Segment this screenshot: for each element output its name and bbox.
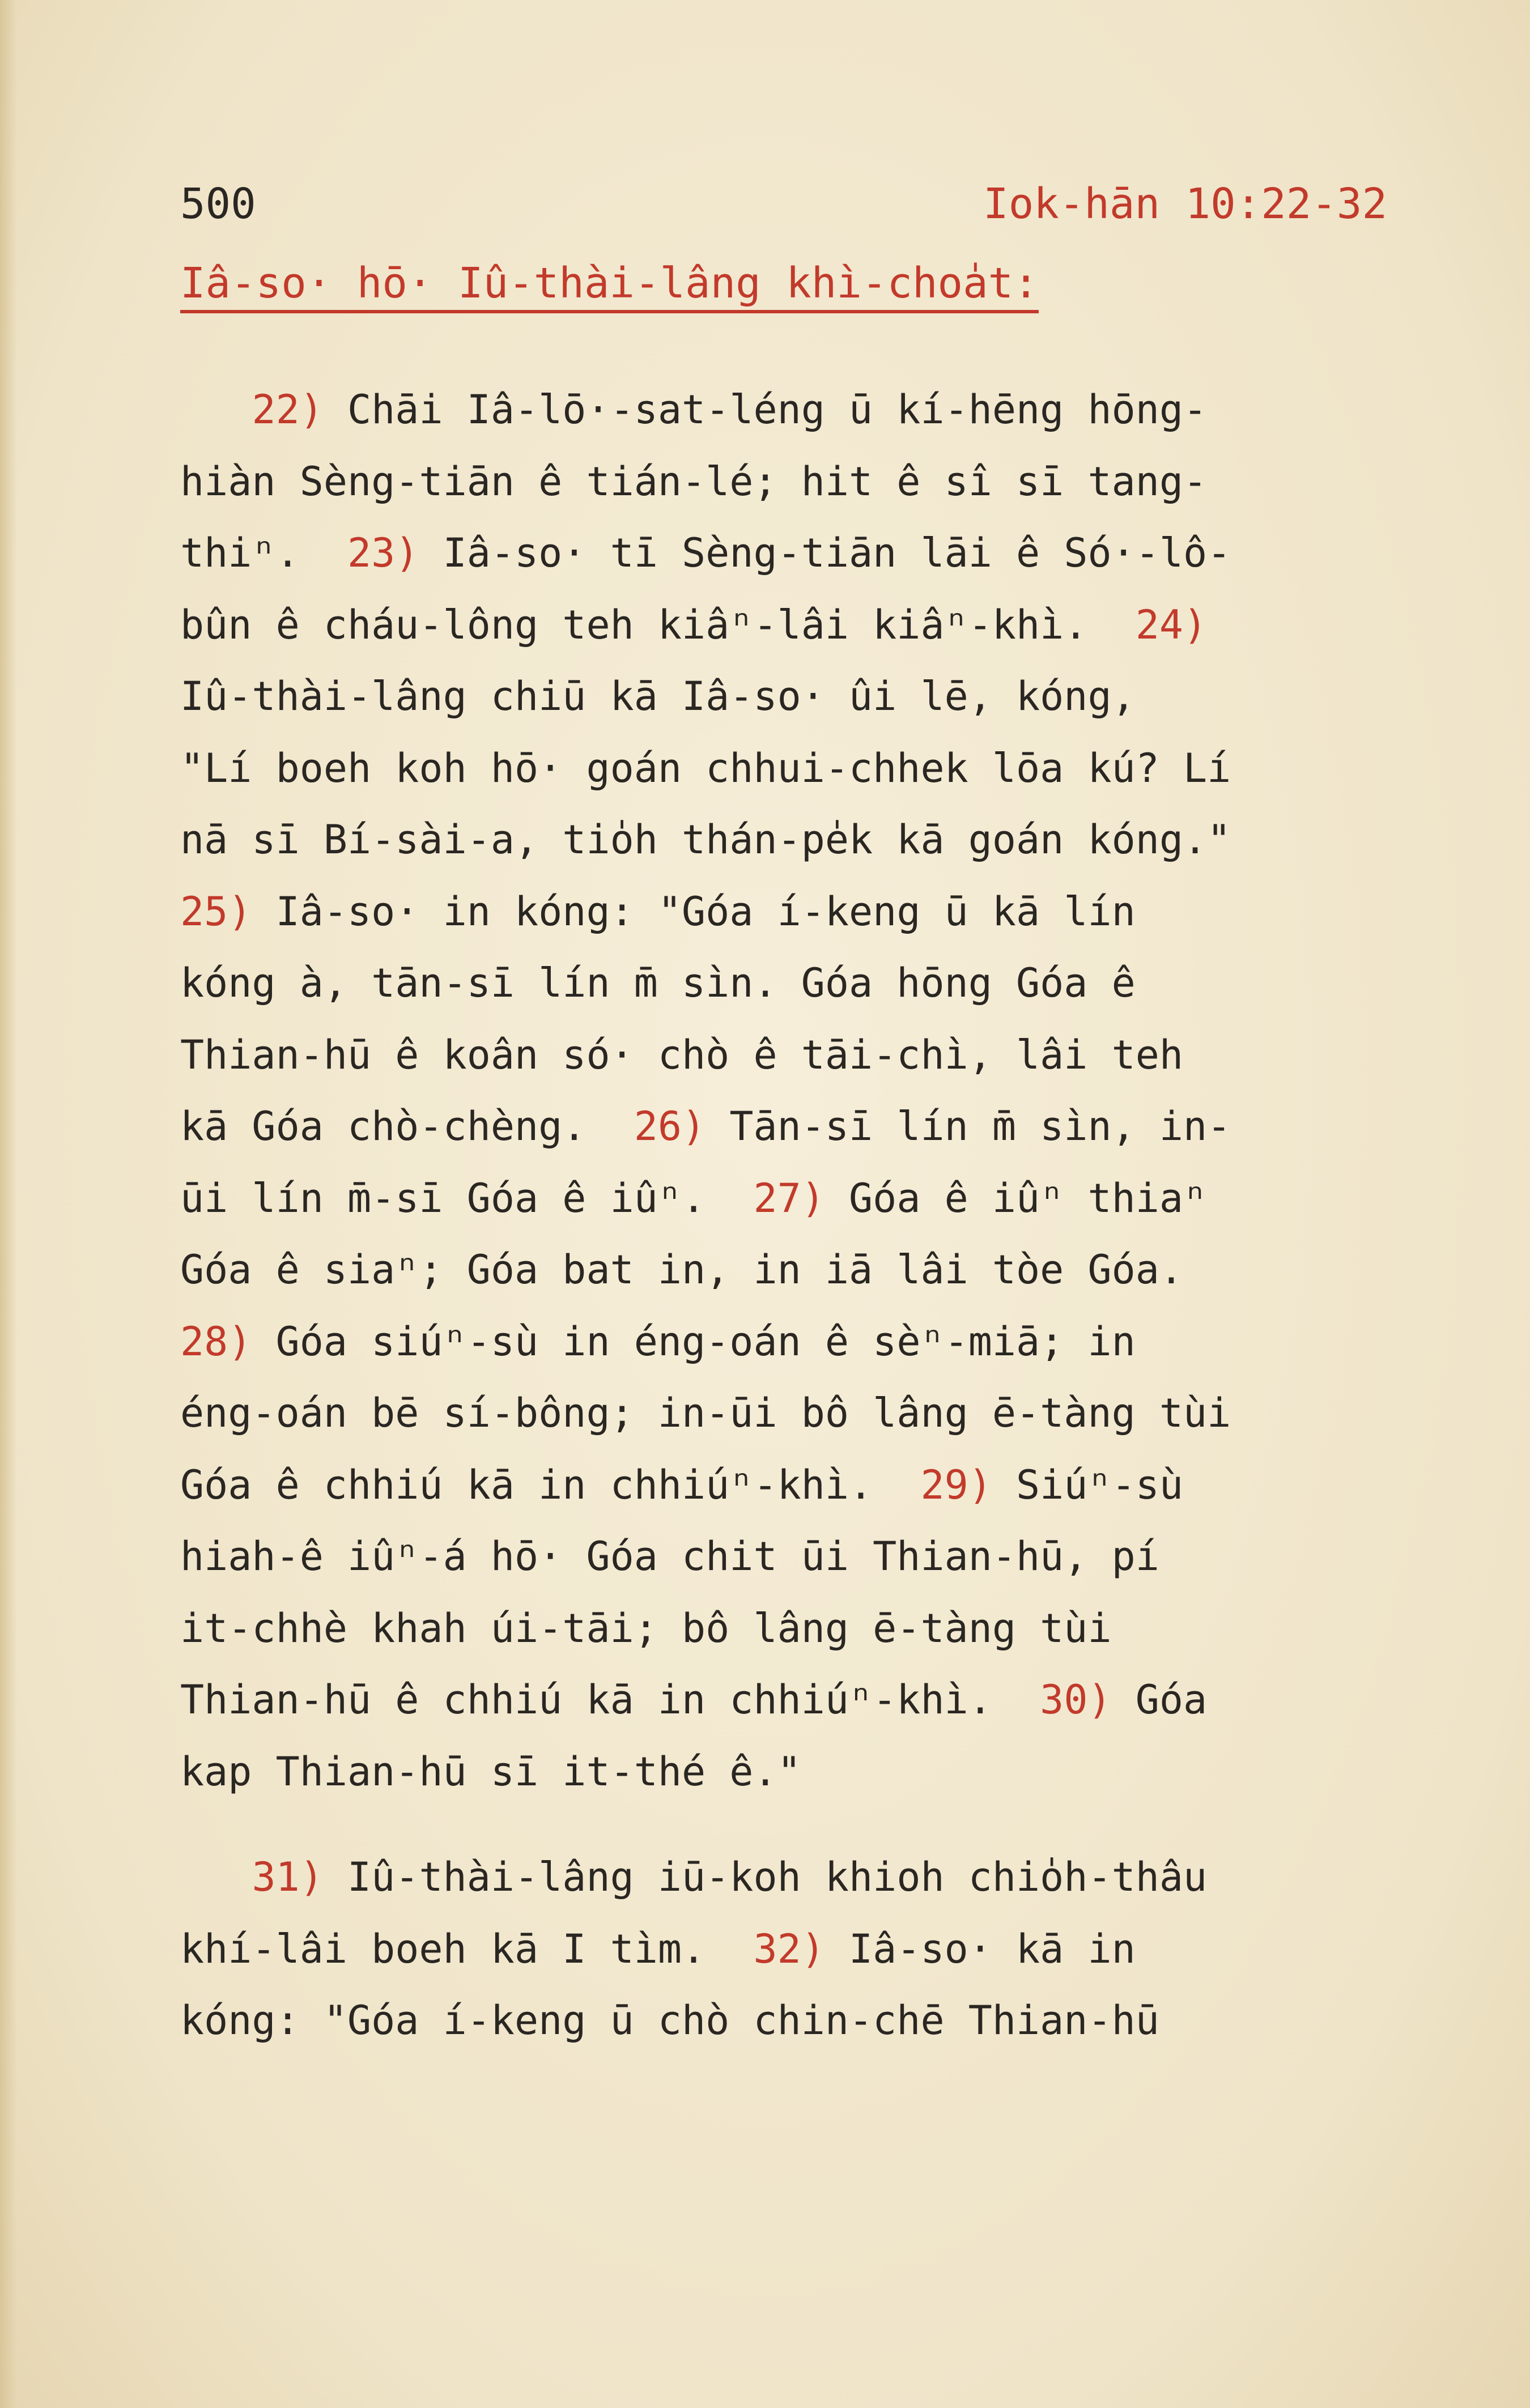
verse-text: "Lí boeh koh hō· goán chhui-chhek lōa kú? Lí [180, 744, 1231, 792]
verse-number: 25) [180, 888, 252, 935]
verse-text: kap Thian-hū sī it-thé ê." [180, 1748, 801, 1795]
text-line [180, 589, 1450, 661]
verse-text: Iû-thài-lâng iū-koh khioh chio̍h-thâu [323, 1854, 1208, 1900]
page-header [180, 170, 1387, 238]
verse-text: Iâ-so· kā in [824, 1925, 1136, 1972]
text-line [180, 1593, 1450, 1665]
text-line [180, 446, 1450, 518]
text-line [180, 876, 1450, 948]
text-line [180, 733, 1450, 805]
section-heading-text: Iâ-so· hō· Iû-thài-lâng khì-choa̍t: [180, 259, 1039, 313]
running-head: Iok-hān 10:22-32 [983, 180, 1387, 228]
verse-text: Góa ê chhiú kā in chhiúⁿ-khì. [180, 1461, 921, 1508]
paragraph-2 [180, 1841, 1450, 2057]
text-line [180, 1664, 1450, 1736]
text-line [180, 1913, 1450, 1985]
paragraph-indent [180, 386, 252, 433]
verse-text: khí-lâi boeh kā I tìm. [180, 1925, 754, 1972]
text-line [180, 1091, 1450, 1163]
verse-number: 27) [753, 1175, 825, 1222]
verse-text: Tān-sī lín m̄ sìn, in- [706, 1103, 1231, 1150]
paragraph-1 [180, 374, 1450, 1807]
verse-number: 26) [634, 1103, 706, 1150]
verse-text: bûn ê cháu-lông teh kiâⁿ-lâi kiâⁿ-khì. [180, 601, 1136, 648]
verse-text: it-chhè khah úi-tāi; bô lâng ē-tàng tùi [180, 1605, 1112, 1652]
text-line [180, 517, 1450, 589]
paragraph-gap [180, 1807, 1450, 1841]
verse-text: Iâ-so· in kóng: "Góa í-keng ū kā lín [252, 888, 1136, 935]
text-line [180, 804, 1450, 876]
verse-text: kā Góa chò-chèng. [180, 1103, 634, 1150]
text-line [180, 947, 1450, 1019]
verse-number: 31) [252, 1854, 324, 1900]
verse-text: Góa ê siaⁿ; Góa bat in, in iā lâi tòe Góa. [180, 1246, 1184, 1293]
verse-text: ūi lín m̄-sī Góa ê iûⁿ. [180, 1175, 754, 1222]
text-line [180, 1841, 1450, 1913]
paragraph-indent [180, 1854, 252, 1900]
verse-text: nā sī Bí-sài-a, tio̍h thán-pe̍k kā goán kóng." [180, 816, 1231, 863]
verse-text: Siúⁿ-sù [992, 1461, 1184, 1508]
verse-text: hiàn Sèng-tiān ê tián-lé; hit ê sî sī tang- [180, 458, 1208, 505]
section-heading [180, 249, 1200, 317]
page-number: 500 [180, 180, 256, 228]
text-line [180, 374, 1450, 446]
verse-text: thiⁿ. [180, 530, 348, 576]
text-line [180, 1306, 1450, 1378]
verse-number: 24) [1135, 601, 1208, 648]
verse-text: Thian-hū ê chhiú kā in chhiúⁿ-khì. [180, 1677, 1040, 1723]
text-line [180, 1019, 1450, 1091]
text-line [180, 1163, 1450, 1235]
verse-number: 23) [347, 530, 419, 576]
text-line [180, 1449, 1450, 1521]
text-line [180, 1377, 1450, 1449]
verse-text: Góa [1111, 1677, 1208, 1723]
verse-text: Iû-thài-lâng chiū kā Iâ-so· ûi lē, kóng, [180, 673, 1136, 720]
verse-text: kóng à, tān-sī lín m̄ sìn. Góa hōng Góa ê [180, 960, 1136, 1006]
verse-number: 32) [753, 1925, 825, 1972]
verse-number: 29) [920, 1461, 992, 1508]
verse-text: hiah-ê iûⁿ-á hō· Góa chit ūi Thian-hū, pí [180, 1533, 1159, 1580]
text-line [180, 661, 1450, 733]
verse-number: 22) [252, 386, 324, 433]
verse-text: Góa siúⁿ-sù in éng-oán ê sèⁿ-miā; in [252, 1318, 1136, 1365]
verse-text: Thian-hū ê koân só· chò ê tāi-chì, lâi teh [180, 1031, 1184, 1078]
verse-number: 30) [1040, 1677, 1112, 1723]
text-line [180, 1521, 1450, 1593]
page-edge-shadow [0, 0, 17, 2408]
text-line [180, 1234, 1450, 1306]
body-text [180, 374, 1450, 2057]
verse-text: kóng: "Góa í-keng ū chò chin-chē Thian-hū [180, 1997, 1159, 2044]
verse-text: Iâ-so· tī Sèng-tiān lāi ê Só·-lô- [419, 530, 1231, 576]
verse-text: éng-oán bē sí-bông; in-ūi bô lâng ē-tàng tùi [180, 1390, 1231, 1436]
text-line [180, 1736, 1450, 1808]
verse-text: Chāi Iâ-lō·-sat-léng ū kí-hēng hōng- [323, 386, 1208, 433]
verse-number: 28) [180, 1318, 252, 1365]
text-line [180, 1985, 1450, 2057]
verse-text: Góa ê iûⁿ thiaⁿ [824, 1175, 1208, 1222]
